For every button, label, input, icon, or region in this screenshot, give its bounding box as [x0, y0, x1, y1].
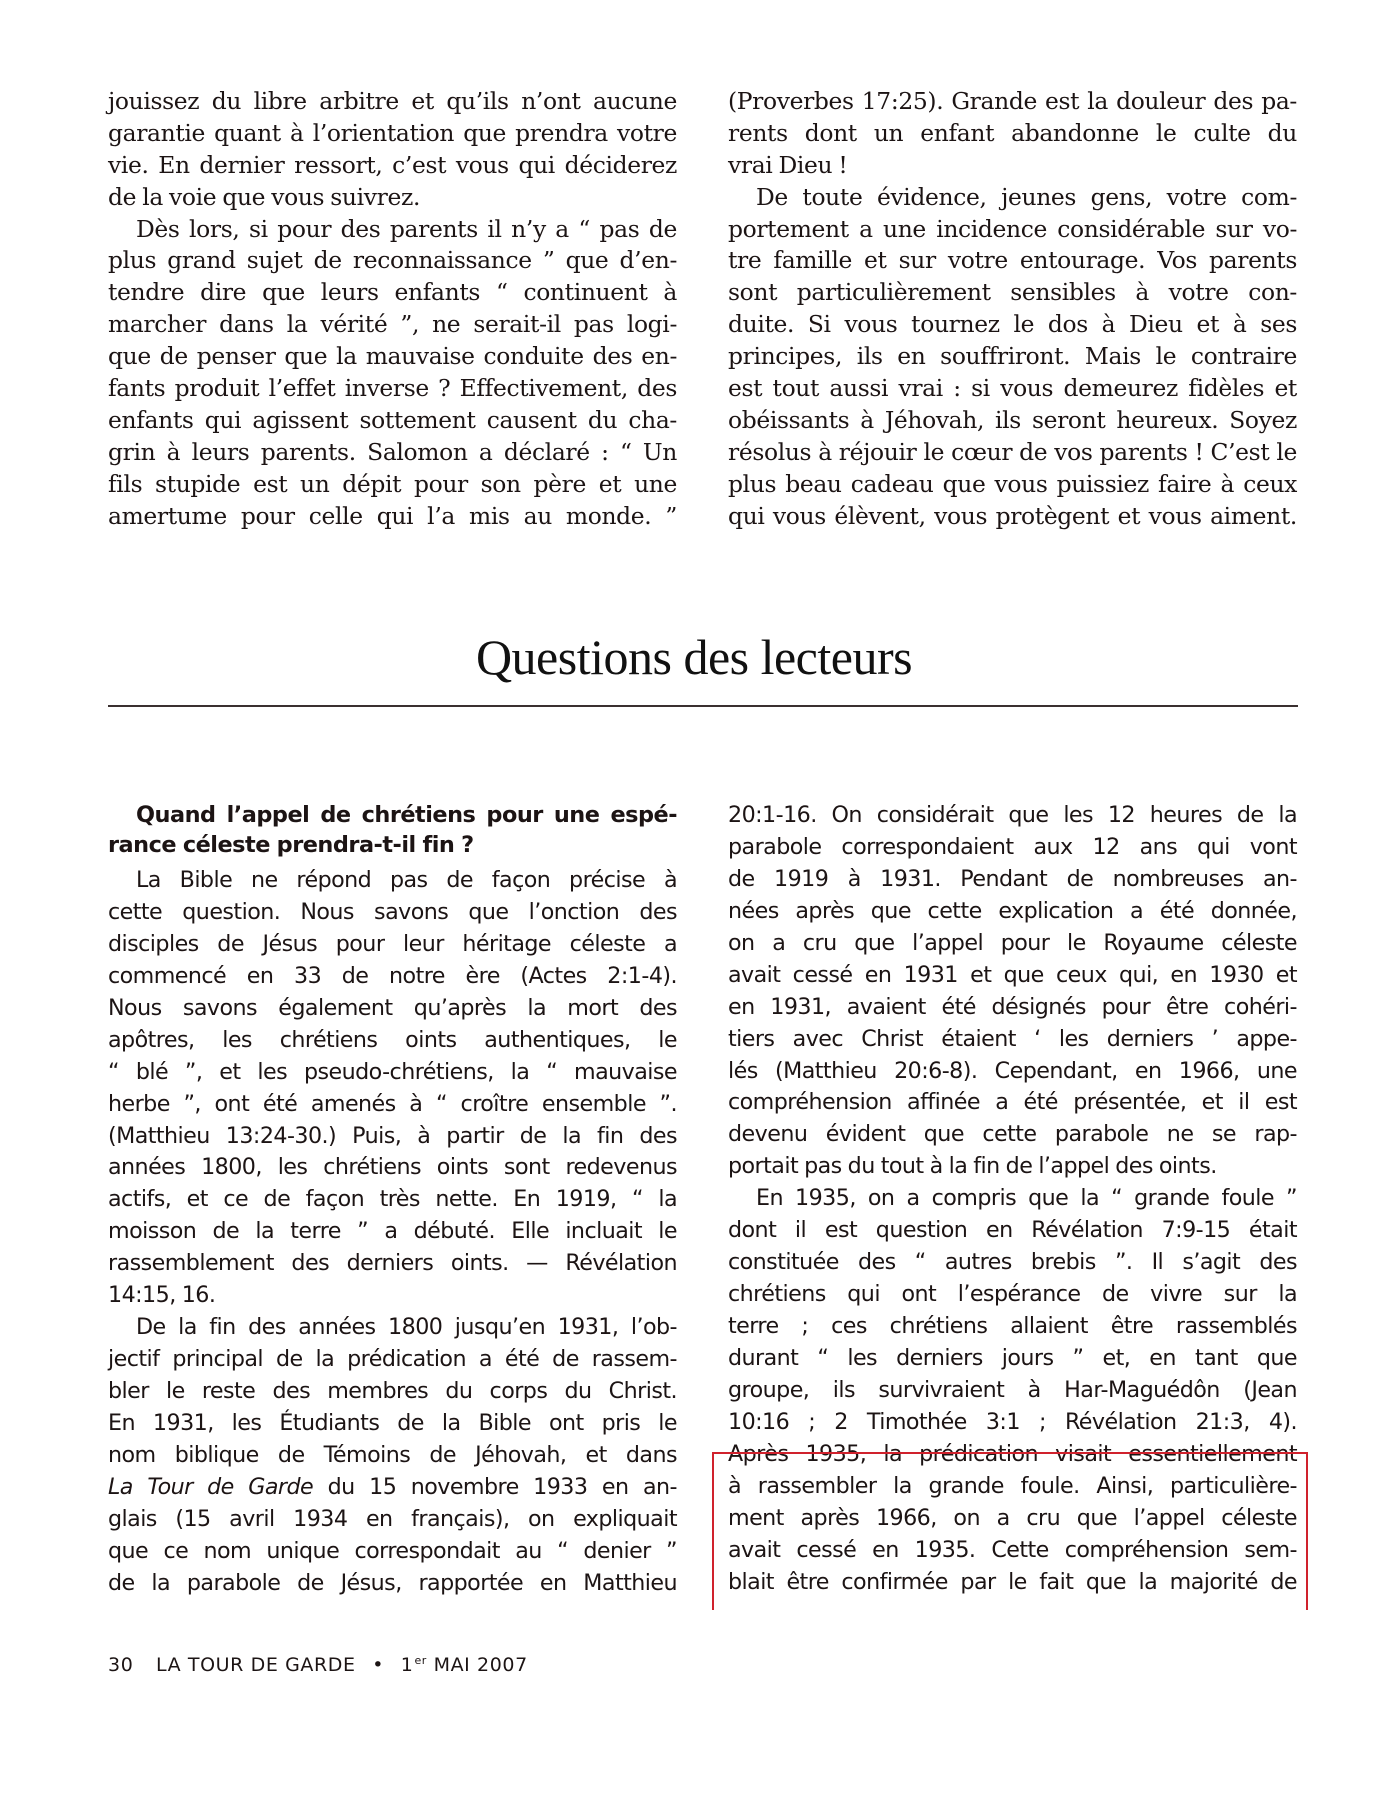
text-line: avait cessé en 1935. Cette compréhension sem-: [728, 1536, 1297, 1563]
text-line: compréhension affinée a été présentée, et il est: [728, 1089, 1297, 1116]
text-line: 20:1-16. On considérait que les 12 heures de la: [728, 802, 1297, 828]
text-line: sont particulièrement sensibles à votre con-: [728, 278, 1297, 307]
question-left-column: [108, 800, 677, 1600]
text-line: ment après 1966, on a cru que l’appel céleste: [728, 1504, 1297, 1531]
text-line: lés (Matthieu 20:6-8). Cependant, en 1966, une: [728, 1057, 1297, 1084]
text-line: résolus à réjouir le cœur de vos parents ! C’est le: [728, 437, 1297, 466]
text-line: portait pas du tout à la fin de l’appel des oints.: [728, 1153, 1217, 1180]
issue-day: 1: [400, 1654, 414, 1676]
text-line: nom biblique de Témoins de Jéhovah, et dans: [108, 1441, 677, 1468]
text-line: “ blé ”, et les pseudo-chrétiens, la “ mauvaise: [108, 1058, 677, 1085]
issue-month-year: MAI 2007: [433, 1654, 528, 1676]
text-line: De la fin des années 1800 jusqu’en 1931, l’ob-: [136, 1314, 677, 1341]
section-title: Questions des lecteurs: [475, 629, 913, 685]
text-line: apôtres, les chrétiens oints authentiques, le: [108, 1026, 677, 1053]
text-line: de 1919 à 1931. Pendant de nombreuses an-: [728, 865, 1297, 892]
page-footer: [108, 1654, 528, 1676]
text-line: devenu évident que cette parabole ne se rap-: [728, 1121, 1297, 1148]
text-line: obéissants à Jéhovah, ils seront heureux. Soyez: [728, 405, 1297, 434]
text-line: chrétiens qui ont l’espérance de vivre sur la: [728, 1281, 1297, 1308]
text-line: jouissez du libre arbitre et qu’ils n’ont aucune: [108, 87, 677, 115]
question-heading: [108, 800, 677, 860]
text-line: commencé en 33 de notre ère (Actes 2:1-4).: [108, 962, 677, 989]
question-answer-left: [108, 865, 677, 1600]
text-line: La Bible ne répond pas de façon précise à: [136, 867, 677, 893]
text-line: 14:15, 16.: [108, 1282, 216, 1309]
text-line: actifs, et ce de façon très nette. En 1919, “ la: [108, 1186, 677, 1213]
text-line: cette question. Nous savons que l’onction des: [108, 898, 677, 925]
text-line: de la voie que vous suivrez.: [108, 182, 421, 211]
text-line: de la parabole de Jésus, rapportée en Matthieu: [108, 1569, 677, 1596]
publication-name: LA TOUR DE GARDE: [156, 1654, 356, 1676]
text-line: Après 1935, la prédication visait essentiellement: [728, 1440, 1297, 1467]
issue-day-suffix: er: [414, 1654, 427, 1667]
text-line: terre ; ces chrétiens allaient être rassemblés: [728, 1313, 1297, 1339]
top-right-column: [728, 86, 1297, 532]
text-line: groupe, ils survivraient à Har-Maguédôn (Jean: [728, 1376, 1297, 1403]
text-line: De toute évidence, jeunes gens, votre com-: [756, 182, 1297, 211]
text-line: rents dont un enfant abandonne le culte du: [728, 118, 1297, 147]
text-line: enfants qui agissent sottement causent du cha-: [108, 405, 677, 434]
text-line: on a cru que l’appel pour le Royaume céleste: [728, 929, 1297, 956]
text-line: vrai Dieu !: [728, 150, 848, 179]
text-line: fants produit l’effet inverse ? Effectivement, des: [108, 374, 677, 403]
text-line: principes, ils en souffriront. Mais le contraire: [728, 342, 1297, 371]
text-line: tendre dire que leurs enfants “ continuent à: [108, 278, 677, 307]
text-line: vie. En dernier ressort, c’est vous qui déciderez: [108, 150, 677, 179]
text-line: années 1800, les chrétiens oints sont redevenus: [108, 1154, 677, 1181]
text-line: En 1931, les Étudiants de la Bible ont pris le: [108, 1409, 677, 1436]
text-line: durant “ les derniers jours ” et, en tant que: [728, 1344, 1297, 1371]
text-line: dont il est question en Révélation 7:9-15 était: [728, 1217, 1297, 1244]
page-number: 30: [108, 1654, 134, 1676]
text-line: parabole correspondaient aux 12 ans qui vont: [728, 833, 1297, 860]
text-line: tiers avec Christ étaient ‘ les derniers ’ appe-: [728, 1025, 1297, 1052]
text-line: disciples de Jésus pour leur héritage céleste a: [108, 930, 677, 957]
title-divider: [108, 705, 1298, 707]
text-line: 10:16 ; 2 Timothée 3:1 ; Révélation 21:3, 4).: [728, 1408, 1297, 1435]
text-line: marcher dans la vérité ”, ne serait-il pas logi-: [108, 310, 677, 339]
text-line: moisson de la terre ” a débuté. Elle incluait le: [108, 1218, 677, 1245]
issue-date: [401, 1654, 528, 1676]
text-line: Quand l’appel de chrétiens pour une espé-: [136, 802, 677, 828]
text-line: Dès lors, si pour des parents il n’y a “ pas de: [136, 214, 677, 243]
text-line: à rassembler la grande foule. Ainsi, particulière-: [728, 1472, 1297, 1499]
text-line: Nous savons également qu’après la mort des: [108, 994, 677, 1021]
highlight-box: [712, 1452, 1308, 1610]
text-line: que de penser que la mauvaise conduite des en-: [108, 342, 677, 371]
text-line: jectif principal de la prédication a été de rassem-: [108, 1346, 677, 1373]
text-line: qui vous élèvent, vous protègent et vous aiment.: [728, 501, 1297, 530]
text-line: duite. Si vous tournez le dos à Dieu et à ses: [728, 310, 1297, 339]
text-line: fils stupide est un dépit pour son père et une: [108, 469, 677, 498]
text-line: portement a une incidence considérable sur vo-: [728, 214, 1297, 243]
text-line: nées après que cette explication a été donnée,: [728, 897, 1297, 924]
text-line: est tout aussi vrai : si vous demeurez fidèles et: [728, 374, 1297, 403]
text-line: plus grand sujet de reconnaissance ” que d’en-: [108, 246, 677, 275]
text-line: que ce nom unique correspondait au “ denier ”: [108, 1537, 677, 1564]
footer-separator: •: [372, 1654, 385, 1676]
text-line: avait cessé en 1931 et que ceux qui, en 1930 et: [728, 961, 1297, 988]
text-line: blait être confirmée par le fait que la majorité de: [728, 1568, 1297, 1595]
text-line: La Tour de Garde du 15 novembre 1933 en an-: [108, 1473, 677, 1500]
text-line: plus beau cadeau que vous puissiez faire à ceux: [728, 469, 1297, 498]
text-line: rassemblement des derniers oints. — Révélation: [108, 1250, 677, 1277]
text-line: herbe ”, ont été amenés à “ croître ensemble ”.: [108, 1090, 677, 1117]
text-line: amertume pour celle qui l’a mis au monde. ”: [108, 501, 677, 530]
text-line: glais (15 avril 1934 en français), on expliquait: [108, 1505, 677, 1532]
text-line: tre famille et sur votre entourage. Vos parents: [728, 246, 1297, 275]
text-line: rance céleste prendra-t-il fin ?: [108, 832, 474, 858]
top-left-column: [108, 86, 677, 532]
italic-title: La Tour de Garde: [108, 1473, 314, 1500]
text-line: (Proverbes 17:25). Grande est la douleur des pa-: [728, 87, 1297, 115]
text-line: garantie quant à l’orientation que prendra votre: [108, 118, 677, 147]
text-line: bler le reste des membres du corps du Christ.: [108, 1378, 677, 1404]
text-line: grin à leurs parents. Salomon a déclaré : “ Un: [108, 437, 677, 466]
text-line: En 1935, on a compris que la “ grande foule ”: [756, 1185, 1297, 1212]
text-line: (Matthieu 13:24-30.) Puis, à partir de la fin des: [108, 1122, 677, 1149]
text-line: en 1931, avaient été désignés pour être cohéri-: [728, 993, 1297, 1020]
text-line: constituée des “ autres brebis ”. Il s’agit des: [728, 1249, 1297, 1276]
